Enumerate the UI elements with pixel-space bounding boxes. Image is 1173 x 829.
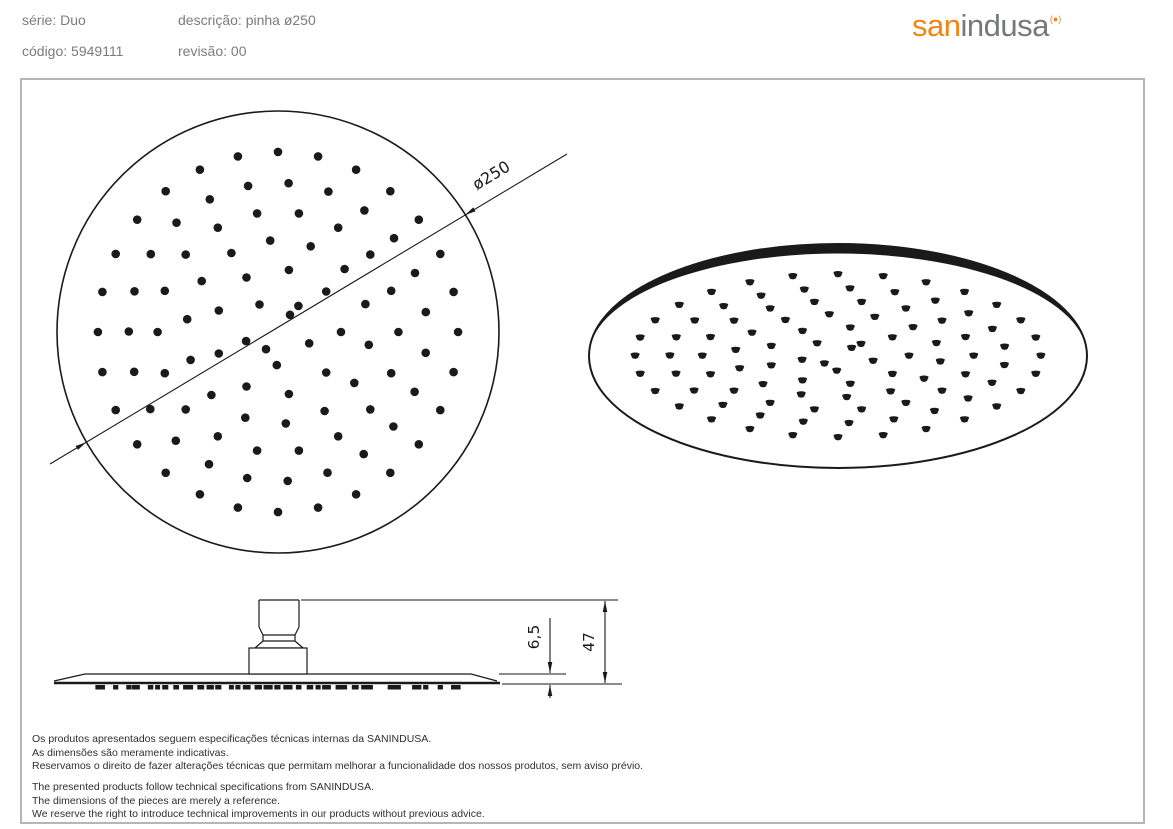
nozzle-dot bbox=[810, 299, 819, 305]
nozzle-dot bbox=[636, 334, 645, 340]
nozzle-profile bbox=[162, 685, 167, 690]
nozzle-dot bbox=[756, 412, 765, 418]
nozzle-dot bbox=[181, 250, 190, 259]
nozzle-dot bbox=[869, 358, 878, 364]
nozzle-dot bbox=[322, 368, 331, 377]
nozzle-dot bbox=[337, 328, 346, 337]
nozzle-dot bbox=[766, 400, 775, 406]
logo-registered-mark-icon: (●) bbox=[1049, 14, 1062, 24]
nozzle-dot bbox=[196, 165, 205, 174]
nozzle-profile bbox=[451, 685, 456, 690]
stem-connector bbox=[255, 600, 303, 648]
nozzle-dot bbox=[186, 356, 195, 365]
nozzle-profile bbox=[339, 685, 344, 690]
nozzle-dot bbox=[215, 306, 224, 315]
nozzle-dot bbox=[215, 349, 224, 358]
nozzle-profile bbox=[148, 685, 153, 690]
nozzle-dot bbox=[234, 152, 243, 161]
nozzle-profile bbox=[296, 685, 301, 690]
nozzle-dot bbox=[718, 402, 727, 408]
nozzle-dot bbox=[675, 403, 684, 409]
nozzle-dot bbox=[813, 340, 822, 346]
nozzle-dot bbox=[359, 450, 368, 459]
nozzle-dot bbox=[253, 446, 262, 455]
nozzle-dot bbox=[698, 353, 707, 359]
field-codigo bbox=[22, 43, 123, 59]
nozzle-dot bbox=[665, 352, 674, 358]
sanindusa-logo bbox=[912, 8, 1060, 44]
nozzle-dot bbox=[833, 271, 842, 277]
nozzle-dot bbox=[758, 381, 767, 387]
nozzle-profile bbox=[324, 685, 329, 690]
nozzle-dot bbox=[745, 279, 754, 285]
nozzle-dot bbox=[410, 388, 419, 397]
nozzle-dot bbox=[389, 422, 398, 431]
technical-drawing bbox=[22, 80, 1143, 822]
nozzle-dot bbox=[449, 288, 458, 297]
nozzle-dot bbox=[352, 165, 361, 174]
nozzle-dot bbox=[421, 349, 430, 358]
nozzle-dot bbox=[846, 381, 855, 387]
nozzle-dot bbox=[365, 341, 374, 350]
nozzle-dot bbox=[314, 503, 323, 512]
nozzle-profile bbox=[363, 685, 368, 690]
nozzle-dot bbox=[125, 327, 134, 336]
nozzle-dot bbox=[631, 353, 640, 359]
nozzle-profile bbox=[307, 685, 312, 690]
nozzle-dot bbox=[244, 182, 253, 191]
nozzle-dot bbox=[788, 432, 797, 438]
nozzle-dot bbox=[274, 508, 283, 517]
nozzle-dot bbox=[98, 288, 107, 297]
nozzle-profile bbox=[456, 685, 461, 690]
nozzle-dot bbox=[729, 388, 738, 394]
nozzle-dot bbox=[889, 416, 898, 422]
nozzle-dot bbox=[133, 215, 142, 224]
nozzle-dot bbox=[415, 215, 424, 224]
nozzle-dot bbox=[334, 223, 343, 232]
nozzle-dot bbox=[890, 289, 899, 295]
nozzle-dot bbox=[922, 426, 931, 432]
nozzle-dot bbox=[205, 460, 214, 469]
nozzle-dot bbox=[706, 371, 715, 377]
nozzle-dot bbox=[870, 314, 879, 320]
nozzle-profile bbox=[229, 685, 234, 690]
dimension-arrowhead bbox=[76, 442, 87, 450]
nozzle-dot bbox=[285, 266, 294, 275]
nozzle-dot bbox=[172, 436, 181, 445]
note-line: We reserve the right to introduce technical improvements in our products without previous advice. bbox=[32, 808, 485, 820]
nozzle-dot bbox=[919, 376, 928, 382]
nozzle-dot bbox=[361, 300, 370, 309]
nozzle-dot bbox=[295, 446, 304, 455]
nozzle-dot bbox=[908, 324, 917, 330]
field-serie bbox=[22, 12, 86, 28]
note-line: Os produtos apresentados seguem especificações técnicas internas da SANINDUSA. bbox=[32, 733, 432, 745]
logo-text-san: san bbox=[912, 8, 961, 43]
nozzle-dot bbox=[904, 353, 913, 359]
nozzle-dot bbox=[757, 293, 766, 299]
nozzle-dot bbox=[340, 265, 349, 274]
dimension-arrowhead bbox=[465, 207, 476, 215]
nozzle-dot bbox=[767, 343, 776, 349]
nozzle-dot bbox=[284, 179, 293, 188]
nozzle-profile bbox=[264, 685, 269, 690]
top-view bbox=[57, 111, 499, 553]
nozzle-dot bbox=[719, 303, 728, 309]
nozzle-dot bbox=[1031, 334, 1040, 340]
nozzle-dot bbox=[147, 250, 156, 259]
nozzle-profile bbox=[438, 685, 443, 690]
nozzle-dot bbox=[386, 187, 395, 196]
nozzle-dot bbox=[1016, 317, 1025, 323]
nozzle-dot bbox=[707, 416, 716, 422]
dimension-arrowhead bbox=[548, 685, 553, 696]
nozzle-dot bbox=[707, 289, 716, 295]
diameter-dimension-label: ø250 bbox=[468, 156, 514, 194]
nozzle-dot bbox=[856, 341, 865, 347]
field-serie-value: Duo bbox=[60, 12, 86, 28]
nozzle-dot bbox=[960, 416, 969, 422]
drawing-sheet bbox=[20, 78, 1145, 824]
nozzle-dot bbox=[130, 287, 139, 296]
nozzle-dot bbox=[360, 206, 369, 215]
nozzle-dot bbox=[1000, 362, 1009, 368]
nozzle-dot bbox=[964, 310, 973, 316]
nozzle-dot bbox=[798, 357, 807, 363]
nozzle-dot bbox=[857, 299, 866, 305]
nozzle-dot bbox=[672, 334, 681, 340]
nozzle-dot bbox=[651, 317, 660, 323]
nozzle-dot bbox=[253, 209, 262, 218]
nozzle-dot bbox=[937, 388, 946, 394]
nozzle-dot bbox=[857, 406, 866, 412]
nozzle-dot bbox=[797, 391, 806, 397]
nozzle-dot bbox=[172, 218, 181, 227]
nozzle-profile bbox=[423, 685, 428, 690]
nozzle-dot bbox=[242, 273, 251, 282]
nozzle-profile bbox=[100, 685, 105, 690]
total-height-dimension bbox=[580, 601, 607, 683]
nozzle-dot bbox=[350, 379, 359, 388]
nozzle-dot bbox=[130, 368, 139, 377]
nozzle-dot bbox=[930, 408, 939, 414]
nozzle-dot bbox=[196, 490, 205, 499]
nozzle-dot bbox=[886, 388, 895, 394]
nozzle-dot bbox=[323, 468, 332, 477]
nozzle-dot bbox=[1036, 353, 1045, 359]
nozzle-profile bbox=[288, 685, 293, 690]
nozzle-dot bbox=[436, 406, 445, 415]
nozzle-dot bbox=[964, 395, 973, 401]
nozzle-dot bbox=[842, 394, 851, 400]
nozzle-dot bbox=[825, 311, 834, 317]
nozzle-profile bbox=[174, 685, 179, 690]
nozzle-dot bbox=[901, 305, 910, 311]
nozzle-dot bbox=[820, 360, 829, 366]
nozzle-dot bbox=[879, 432, 888, 438]
perspective-view bbox=[589, 244, 1087, 468]
nozzle-dot bbox=[227, 249, 236, 258]
nozzle-dot bbox=[781, 317, 790, 323]
nozzle-dot bbox=[798, 328, 807, 334]
nozzle-dot bbox=[766, 305, 775, 311]
nozzle-dot bbox=[690, 317, 699, 323]
nozzle-profile bbox=[352, 685, 357, 690]
nozzle-dot bbox=[94, 328, 103, 337]
nozzle-dot bbox=[960, 289, 969, 295]
nozzle-profile bbox=[199, 685, 204, 690]
nozzle-dot bbox=[1031, 371, 1040, 377]
nozzle-dot bbox=[352, 490, 361, 499]
nozzle-dot bbox=[415, 440, 424, 449]
note-line: As dimensões são meramente indicativas. bbox=[32, 746, 229, 759]
nozzle-dot bbox=[1000, 344, 1009, 350]
nozzle-dot bbox=[931, 298, 940, 304]
nozzle-dot bbox=[961, 371, 970, 377]
shower-head-outline bbox=[57, 111, 499, 553]
nozzle-dot bbox=[394, 328, 403, 337]
field-descricao bbox=[178, 12, 316, 28]
nozzle-dot bbox=[879, 273, 888, 279]
nozzle-dot bbox=[366, 250, 375, 259]
nozzle-dot bbox=[799, 419, 808, 425]
nozzle-dot bbox=[988, 326, 997, 332]
field-codigo-value: 5949111 bbox=[71, 43, 124, 59]
nozzle-dot bbox=[671, 371, 680, 377]
nozzle-dot bbox=[651, 388, 660, 394]
nozzle-dot bbox=[161, 187, 170, 196]
nozzle-profile bbox=[413, 685, 418, 690]
plate-thickness-dimension-label: 6,5 bbox=[525, 624, 543, 650]
nozzle-dot bbox=[800, 286, 809, 292]
nozzle-dot bbox=[214, 223, 223, 232]
nozzle-dot bbox=[242, 382, 251, 391]
nozzle-dot bbox=[274, 148, 283, 157]
nozzle-dot bbox=[788, 273, 797, 279]
total-height-dimension-label: 47 bbox=[580, 632, 598, 652]
nozzle-dot bbox=[987, 380, 996, 386]
notes-english bbox=[32, 781, 485, 822]
nozzle-dot bbox=[675, 302, 684, 308]
nozzle-dot bbox=[306, 242, 315, 251]
nozzle-profile bbox=[132, 685, 137, 690]
plate-top-edge bbox=[54, 674, 497, 681]
nozzle-dot bbox=[206, 195, 215, 204]
note-line: Reservamos o direito de fazer alterações técnicas que permitam melhorar a funcionalidade dos nossos produtos, sem aviso prévio. bbox=[32, 760, 644, 772]
nozzle-dot bbox=[387, 287, 396, 296]
nozzle-dot bbox=[636, 371, 645, 377]
nozzle-dot bbox=[243, 474, 252, 483]
nozzle-dot bbox=[133, 440, 142, 449]
nozzle-dot bbox=[266, 236, 275, 245]
nozzle-profile bbox=[155, 685, 160, 690]
nozzle-dot bbox=[922, 279, 931, 285]
nozzle-dot bbox=[98, 368, 107, 377]
nozzle-dot bbox=[161, 369, 170, 378]
nozzle-dot bbox=[1016, 388, 1025, 394]
nozzle-dot bbox=[729, 318, 738, 324]
nozzle-dot bbox=[706, 334, 715, 340]
nozzle-profile bbox=[316, 685, 321, 690]
nozzle-dot bbox=[294, 302, 303, 311]
nozzle-dot bbox=[207, 391, 216, 400]
field-revisao bbox=[178, 43, 247, 59]
nozzle-profile bbox=[185, 685, 190, 690]
nozzle-dot bbox=[735, 365, 744, 371]
nozzle-dot bbox=[111, 250, 120, 259]
nozzle-dot bbox=[847, 345, 856, 351]
nozzle-dot bbox=[888, 334, 897, 340]
nozzle-dot bbox=[181, 405, 190, 414]
nozzle-profile bbox=[244, 685, 249, 690]
field-serie-label: série: bbox=[22, 12, 57, 28]
nozzle-dot bbox=[992, 302, 1001, 308]
nozzle-dot bbox=[320, 407, 329, 416]
nozzle-dot bbox=[810, 406, 819, 412]
field-codigo-label: código: bbox=[22, 43, 68, 59]
nozzle-profile bbox=[209, 685, 214, 690]
nozzle-profile bbox=[389, 685, 394, 690]
nozzle-profile bbox=[216, 685, 221, 690]
nozzle-dot bbox=[901, 400, 910, 406]
nozzle-dot bbox=[366, 405, 375, 414]
nozzle-dot bbox=[262, 345, 271, 354]
nozzle-dot bbox=[305, 339, 314, 348]
nozzle-dot bbox=[197, 277, 206, 286]
nozzle-dot bbox=[833, 434, 842, 440]
nozzle-profile bbox=[257, 685, 262, 690]
rim-edge bbox=[589, 244, 1087, 356]
nozzle-dot bbox=[283, 477, 292, 486]
nozzle-dot bbox=[390, 234, 399, 243]
nozzle-dot bbox=[454, 328, 463, 337]
nozzle-dot bbox=[386, 469, 395, 478]
dimension-arrowhead bbox=[603, 672, 608, 683]
nozzle-dot bbox=[436, 250, 445, 259]
nozzle-dot bbox=[731, 347, 740, 353]
nozzle-dot bbox=[992, 403, 1001, 409]
nozzle-dot bbox=[845, 285, 854, 291]
notes-portuguese bbox=[32, 733, 643, 774]
nozzle-dot bbox=[322, 287, 331, 296]
nozzle-dot bbox=[969, 353, 978, 359]
note-line: The presented products follow technical specifications from SANINDUSA. bbox=[32, 781, 374, 793]
nozzle-dot bbox=[387, 369, 396, 378]
nozzle-profile bbox=[235, 685, 240, 690]
nozzle-dot bbox=[214, 432, 223, 441]
nozzle-dot bbox=[411, 269, 420, 278]
nozzle-profile bbox=[274, 685, 279, 690]
nozzle-dot bbox=[798, 377, 807, 383]
nozzle-dot bbox=[183, 315, 192, 324]
nozzle-dot bbox=[846, 324, 855, 330]
nozzle-dot bbox=[234, 503, 243, 512]
nozzle-profile bbox=[126, 685, 131, 690]
plate-thickness-dimension bbox=[525, 618, 552, 698]
stem-base bbox=[249, 648, 307, 674]
nozzle-dot bbox=[314, 152, 323, 161]
nozzle-dot bbox=[690, 387, 699, 393]
field-revisao-value: 00 bbox=[230, 43, 247, 59]
dimension-arrowhead bbox=[548, 662, 553, 673]
nozzle-dot bbox=[285, 390, 294, 399]
dimension-arrowhead bbox=[603, 601, 608, 612]
field-descricao-value: pinha ø250 bbox=[245, 12, 316, 28]
nozzle-dot bbox=[422, 308, 431, 317]
nozzle-dot bbox=[241, 413, 250, 422]
nozzle-dot bbox=[161, 469, 170, 478]
nozzle-dot bbox=[161, 287, 170, 296]
diameter-dimension bbox=[50, 154, 567, 464]
nozzle-dot bbox=[936, 358, 945, 364]
nozzle-profile bbox=[396, 685, 401, 690]
nozzle-dot bbox=[888, 371, 897, 377]
nozzle-dot bbox=[334, 432, 343, 441]
nozzle-profile bbox=[95, 685, 100, 690]
nozzle-dot bbox=[324, 187, 333, 196]
nozzle-dot bbox=[449, 368, 458, 377]
nozzle-profile bbox=[113, 685, 118, 690]
field-descricao-label: descrição: bbox=[178, 12, 242, 28]
nozzle-dot bbox=[273, 361, 282, 370]
nozzle-dot bbox=[832, 368, 841, 374]
nozzle-dot bbox=[961, 334, 970, 340]
nozzle-dot bbox=[255, 300, 264, 309]
diameter-dimension-line bbox=[50, 154, 567, 464]
nozzle-dot bbox=[937, 318, 946, 324]
nozzle-dot bbox=[295, 209, 304, 218]
note-line: The dimensions of the pieces are merely a reference. bbox=[32, 794, 281, 807]
nozzle-dot bbox=[153, 328, 162, 337]
nozzle-dot bbox=[932, 340, 941, 346]
logo-text-indusa: indusa bbox=[960, 8, 1049, 43]
nozzle-dot bbox=[745, 426, 754, 432]
nozzle-dot bbox=[844, 420, 853, 426]
nozzle-dot bbox=[767, 362, 776, 368]
nozzle-dot bbox=[111, 406, 120, 415]
nozzle-dot bbox=[282, 419, 291, 428]
field-revisao-label: revisão: bbox=[178, 43, 228, 59]
nozzle-dot bbox=[747, 330, 756, 336]
